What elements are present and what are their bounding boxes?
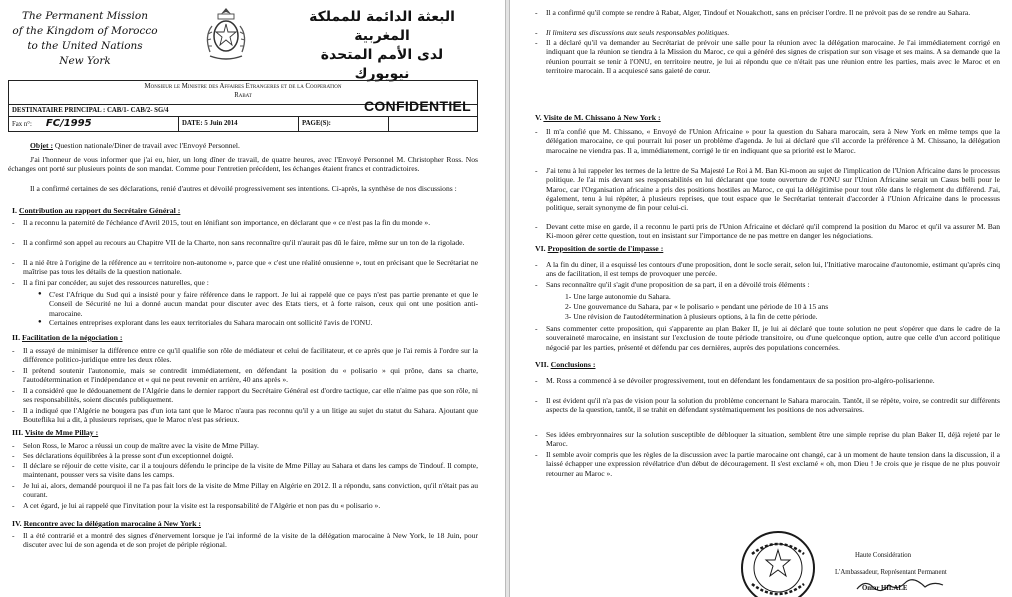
date-cell: DATE: 5 Juin 2014 [179, 117, 299, 131]
coat-of-arms-icon [200, 6, 252, 64]
fax-label: Fax n°: [12, 121, 32, 128]
intro-paragraph: J'ai l'honneur de vous informer que j'ai eu, hier, un long dîner de travail, de quatre heures, avec l'Envoyé Personnel M. Christopher Ross. Nos échanges ont porté sur plusieurs points de son mandat. Comme pour l'entretien précédent, les échanges étaient francs et contradictoires. [8, 155, 478, 174]
list-item: - A cet égard, je lui ai rappelé que l'invitation pour la visite est la responsabilité de l'Algérie et non pas du « polisario ». [12, 501, 478, 510]
numbered-item: 1- Une large autonomie du Sahara. [565, 292, 671, 301]
section-number: VII. [535, 360, 549, 369]
list-item: - Il semble avoir compris que les règles de la discussion avec la partie marocaine ont changé, car à un moment de haute tension dans la discussion, il a laissé échapper une expression révélatrice d'un début de découragement. Il s'est exclamé « oh, mon Dieu ! Je crois que je risque de ne plus pouvoir retourner au Maroc ». [535, 450, 1000, 478]
list-item: - Il a essayé de minimiser la différence entre ce qu'il qualifie son rôle de médiateur et celui de facilitateur, et ce après que je l'ai remis à l'ordre sur la différence politico-juridique entre les deux rôles. [12, 346, 478, 365]
header-table [8, 80, 478, 132]
list-item: - Il est évident qu'il n'a pas de vision pour la solution du problème concernant le Sahara marocain. Tantôt, il se répète, voire, se contredit sur différents aspects de la question, tantôt, il se trahit en défendant systématiquement les positions de nos adversaires. [535, 396, 1000, 415]
list-item: - Il a confirmé son appel au recours au Chapitre VII de la Charte, non sans reconnaître qu'il n'aurait pas dû le faire, même sur un ton de la rigolade. [12, 238, 478, 247]
list-item: - Sans commenter cette proposition, qui s'apparente au plan Baker II, je lui ai déclaré que toute solution ne peut s'opérer que dans le cadre de la souveraineté marocaine, en insistant sur l'exclusion de toute période transitoire, ou d'une quelconque option, autre que celle d'un accord politique négocié par les parties, présenté et défendu par ces dernières, auprès des populations concernées. [535, 324, 1000, 352]
bullet-item: ● Certaines entreprises explorant dans les eaux territoriales du Sahara marocain ont sollicité l'avis de l'ONU. [38, 318, 478, 327]
section-title: Rencontre avec la délégation marocaine à New York : [23, 519, 201, 528]
signatory-title: L'Ambassadeur, Représentant Permanent [835, 569, 947, 576]
section-heading [12, 519, 201, 528]
letterhead-line: of the Kingdom of Morocco [12, 25, 158, 37]
list-item: - Il a reconnu la paternité de l'échéance d'Avril 2015, tout en lénifiant son importance, en déclarant que « ce n'est pas la fin du monde ». [12, 218, 478, 227]
list-item: - Selon Ross, le Maroc a réussi un coup de maître avec la visite de Mme Pillay. [12, 441, 478, 450]
list-item: - Il a considéré que le dédouanement de l'Algérie dans le dernier rapport du Secrétaire Général est d'ordre tactique, car elle n'aime pas que son rôle, ni ses responsabilités, soient discutés publiquement. [12, 386, 478, 405]
section-heading [535, 360, 595, 369]
list-item: - A la fin du diner, il a esquissé les contours d'une proposition, dont le socle serait, selon lui, l'Initiative marocaine d'autonomie, estimant qu'après cinq ans de facilitation, il est temps de provoquer une percée. [535, 260, 1000, 279]
ministry-name: Monsieur le Ministre des Affaires Etrangeres et de la Cooperation [144, 83, 342, 90]
letterhead-line: The Permanent Mission [22, 10, 148, 22]
section-heading [12, 206, 180, 215]
section-heading [535, 113, 661, 122]
list-item: - Il a confirmé qu'il compte se rendre à Rabat, Alger, Tindouf et Nouakchott, sans en préciser l'ordre. Il ne prévoit pas de se rendre au Sahara. [535, 8, 1000, 17]
list-item: - Il a déclaré qu'il va demander au Secrétariat de prévoir une salle pour la réunion avec la délégation marocaine. Je l'ai immédiatement corrigé en indiquant que la réunion se tiendra à la Mission du Maroc, ce qui a généré des signes de crispation sur son visage et ses mains. A sa demande que la réunion pourrait se tenir à l'ONU, en territoire neutre, je lui ai répondu que ce n'était pas une réunion entre les parties, mais avec le Maroc et en territoire marocain. Il a acquiescé sans gaieté de cœur. [535, 38, 1000, 75]
letterhead-line: البعثة الدائمة للمملكة المغربية [309, 9, 455, 44]
list-item: - Il limitera ses discussions aux seuls responsables politiques. [535, 28, 1000, 37]
fax-number: FC/1995 [45, 118, 92, 129]
letterhead-line: New York [59, 55, 111, 67]
list-item: - Il a indiqué que l'Algérie ne bougera pas d'un iota tant que le Maroc n'aura pas reconnu qu'il y a un litige au sujet du statut du Sahara. Ajoutant que Bouteflika lui a dit, à plusieurs reprises, que le Maroc n'est pas sérieux. [12, 406, 478, 425]
list-item: - Il prétend soutenir l'autonomie, mais se contredit immédiatement, en défendant la position du « polisario » qui prône, dans sa charte, l'autodétermination et l'indépendance et « qui ne peut revenir en arrière, 40 ans après ». [12, 366, 478, 385]
list-item: - J'ai tenu à lui rappeler les termes de la lettre de Sa Majesté Le Roi à M. Ban Ki-moon au sujet de l'implication de l'Union Africaine dans le processus politique. Je l'ai mis devant ses responsabilités en lui déclarant que toute ouverture de l'ONU sur l'Union Africaine serait un Casus belli pour le Maroc, car l'Organisation africaine a pris des positions hostiles au Maroc, ce qui la délégitimise pour tout rôle dans le règlement du différend. J'ai, également, tenu à lui répéter, à plusieurs reprises, que tout espace que le Secrétariat tenterait d'accorder à l'Union Africaine dans le processus politique, serait synonyme de fin pour celui-ci. [535, 166, 1000, 212]
list-item: - Je lui ai, alors, demandé pourquoi il ne l'a pas fait lors de la visite de Mme Pillay en Algérie en 2012. Il a répondu, sans conviction, qu'il n'était pas au courant. [12, 481, 478, 500]
section-title: Contribution au rapport du Secrétaire Général : [18, 206, 181, 215]
document-page-left [0, 0, 505, 597]
letterhead-line: to the United Nations [27, 40, 143, 52]
section-heading [12, 428, 98, 437]
fax-cell [9, 117, 179, 131]
section-number: IV. [12, 519, 22, 528]
intro-paragraph: Il a confirmé certaines de ses déclarations, renié d'autres et dévoilé progressivement ses intentions. Ci-après, la synthèse de nos discussions : [30, 184, 457, 193]
letterhead-line: لدى الأمم المتحدة [320, 47, 444, 63]
bullet-item: ● C'est l'Afrique du Sud qui a insisté pour y faire référence dans le rapport. Je lui ai rappelé que ce pays n'est pas partie prenante et que le Conseil de Sécurité ne lui a donné aucun mandat pour discuter avec des Etats tiers, et à forte raison, ceux qui ont une position anti-marocaine. [38, 290, 478, 318]
letterhead-english [10, 9, 160, 69]
list-item: - Sans reconnaître qu'il s'agit d'une proposition de sa part, il en a dévoilé trois éléments : [535, 280, 1000, 289]
official-stamp-icon [738, 528, 818, 597]
section-number: V. [535, 113, 542, 122]
section-number: III. [12, 428, 24, 437]
recipient-text: DESTINATAIRE PRINCIPAL : CAB/1- CAB/2- SG/4 [12, 107, 169, 114]
fax-row [9, 117, 477, 131]
recipient-cell [9, 98, 477, 117]
section-heading [535, 244, 663, 253]
subject-label: Objet : [30, 141, 53, 150]
list-item: - Il déclare se réjouir de cette visite, car il a toujours défendu le principe de la visite de Mme Pillay au Sahara et dans les camps de Tindouf. Il compte, maintenant, pousser vers sa visite dans les camps. [12, 461, 478, 480]
list-item: - Il m'a confié que M. Chissano, « Envoyé de l'Union Africaine » pour la question du Sahara marocain, sera à New York en même temps que la délégation marocaine, ce qui pourrait lui poser un problème d'agenda. Je lui ai déclaré que s'il accorde la préférence à M. Chissano, la délégation marocaine ne viendra pas. Il a, immédiatement, corrigé le tir en indiquant que sa priorité est le Maroc. [535, 127, 1000, 155]
list-item: - M. Ross a commencé à se dévoiler progressivement, tout en défendant les fondamentaux de sa position pro-algéro-polisarienne. [535, 376, 1000, 385]
signatory-name: Omar HILALE [862, 585, 908, 592]
section-number: II. [12, 333, 21, 342]
section-heading [12, 333, 122, 342]
closing-text: Haute Considération [855, 552, 912, 559]
numbered-item: 3- Une révision de l'autodétermination à plusieurs options, à la fin de cette période. [565, 312, 818, 321]
subject-text: Question nationale/Diner de travail avec l'Envoyé Personnel. [54, 141, 240, 150]
section-title: Visite de Mme Pillay : [24, 428, 99, 437]
section-title: Proposition de sortie de l'impasse : [547, 244, 664, 253]
section-title: Facilitation de la négociation : [21, 333, 123, 342]
subject-line [30, 141, 240, 150]
section-title: Conclusions : [550, 360, 596, 369]
list-item: - Il a fini par concéder, au sujet des ressources naturelles, que : [12, 278, 478, 287]
list-item: - Il a été contrarié et a montré des signes d'énervement lorsque je l'ai informé de la visite de la délégation marocaine à New York, le 18 Juin, pour discuter avec lui de son agenda et de son projet de périple régional. [12, 531, 478, 550]
section-number: VI. [535, 244, 546, 253]
section-title: Visite de M. Chissano à New York : [543, 113, 661, 122]
list-item: - Ses idées embryonnaires sur la solution susceptible de débloquer la situation, semblent être une simple reprise du plan Baker II, déjà rejeté par le Maroc. [535, 430, 1000, 449]
pages-cell: PAGE(S): [299, 117, 389, 131]
empty-cell [389, 117, 477, 131]
section-number: I. [12, 206, 17, 215]
ministry-city: Rabat [234, 92, 252, 99]
list-item: - Il a nié être à l'origine de la référence au « territoire non-autonome », parce que « c'est une réalité onusienne », tout en précisant que le Secrétariat ne maîtrise pas tous les détails de la question nationale. [12, 258, 478, 277]
numbered-item: 2- Une gouvernance du Sahara, par « le polisario » pendant une période de 10 à 15 ans [565, 302, 829, 311]
letterhead-arabic [282, 8, 482, 84]
document-page-right [510, 0, 1012, 597]
list-item: - Devant cette mise en garde, il a reconnu le parti pris de l'Union Africaine et déclaré qu'il comprend la position du Maroc et qu'il va assurer M. Ban Ki-moon gérer cette question, tout en insistant sur l'importance de ne pas mettre en danger les négociations. [535, 222, 1000, 241]
list-item: - Ses déclarations équilibrées à la presse sont d'un exceptionnel doigté. [12, 451, 478, 460]
letterhead-line: نيويورك [354, 66, 410, 82]
classification-label: CONFIDENTIEL [363, 98, 471, 114]
